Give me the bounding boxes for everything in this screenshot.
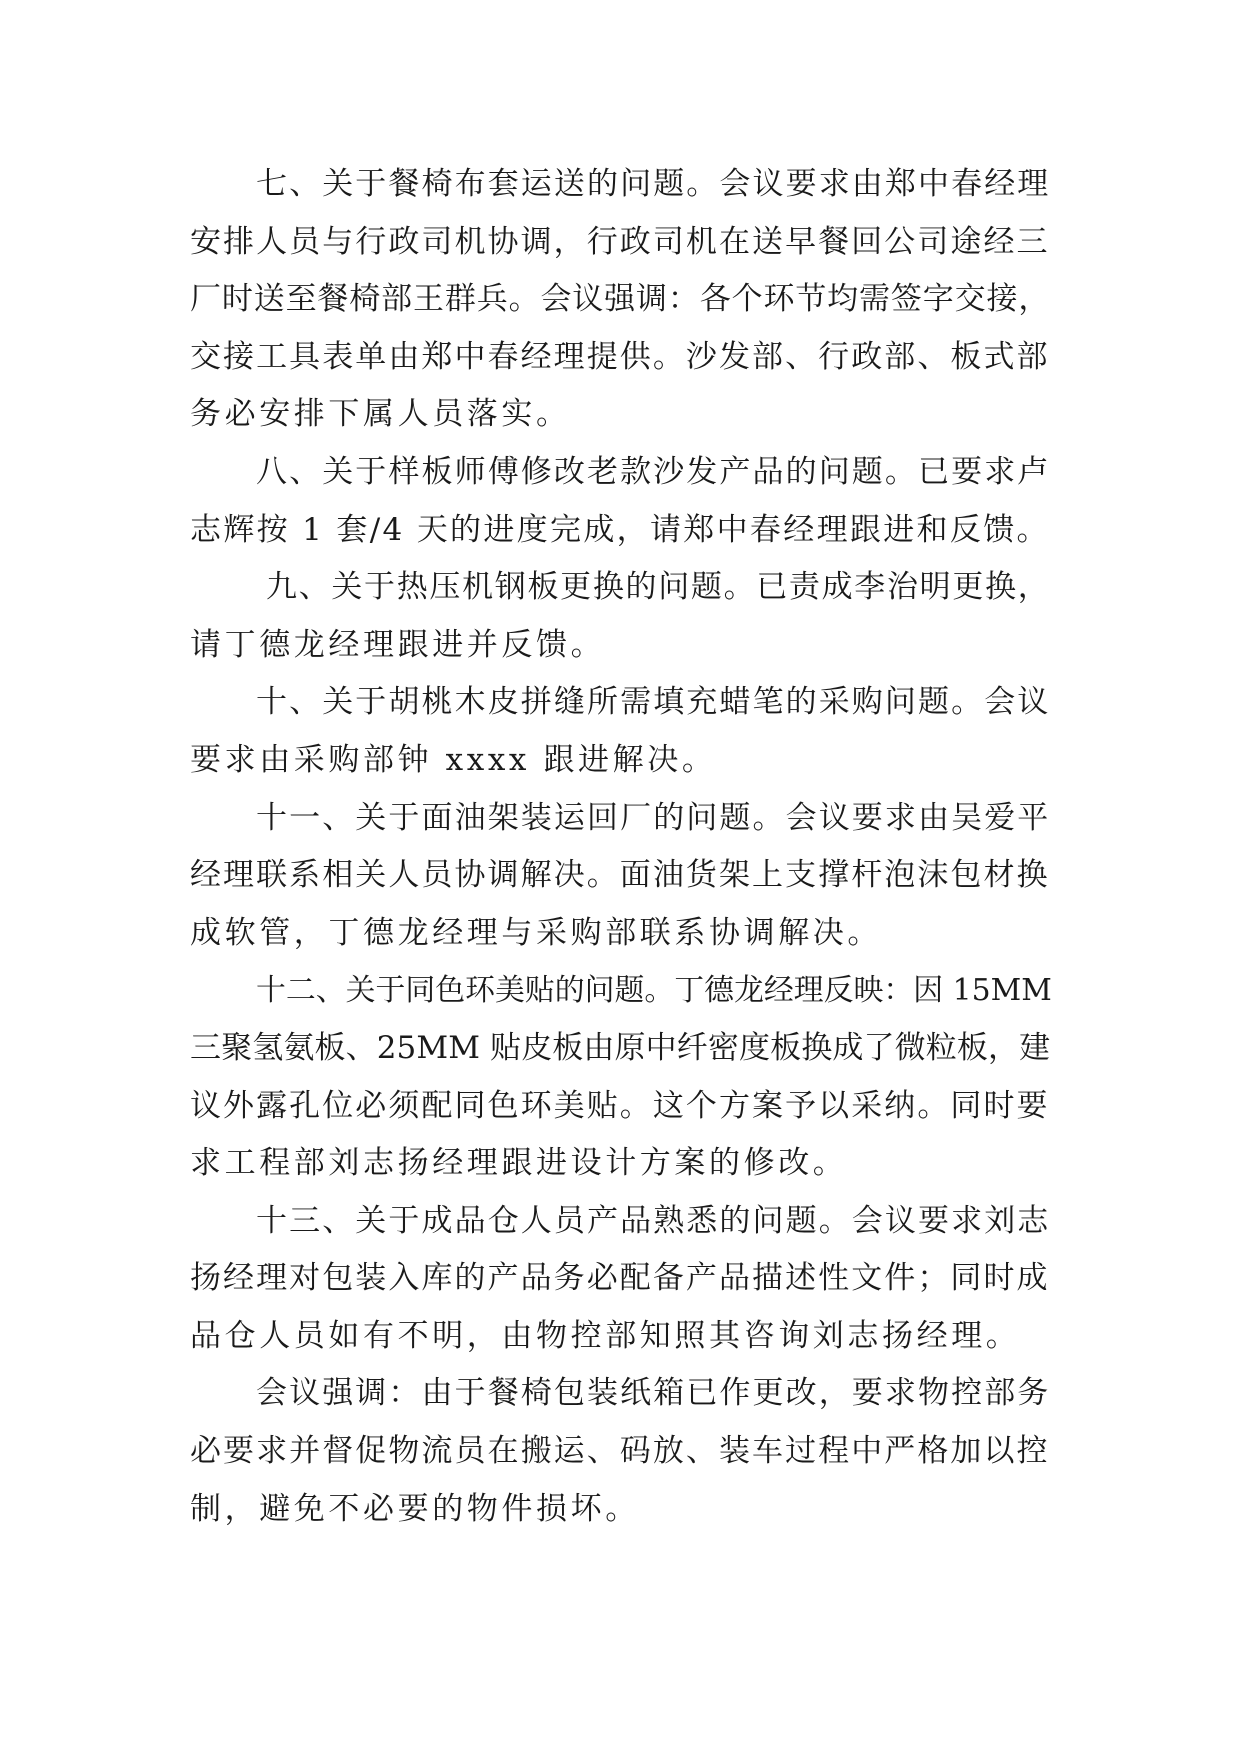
text-line: 十二、关于同色环美贴的问题。丁德龙经理反映：因 15MM (256, 973, 1052, 1009)
paragraph-item-8 (190, 444, 1050, 559)
text-line: 交接工具表单由郑中春经理提供。沙发部、行政部、板式部 (190, 338, 1050, 375)
text-line: 请丁德龙经理跟进并反馈。 (190, 626, 606, 663)
paragraph-item-12 (190, 962, 1050, 1192)
text-line: 七、关于餐椅布套运送的问题。会议要求由郑中春经理 (256, 166, 1051, 202)
paragraph-item-9 (190, 559, 1050, 674)
paragraph-item-7 (190, 156, 1050, 444)
text-line: 要求由采购部钟 xxxx 跟进解决。 (190, 741, 717, 778)
text-line: 十三、关于成品仓人员产品熟悉的问题。会议要求刘志 (256, 1202, 1051, 1239)
text-line: 品仓人员如有不明，由物控部知照其咨询刘志扬经理。 (190, 1317, 1021, 1354)
paragraph-meeting-emphasis (190, 1365, 1050, 1538)
text-line: 扬经理对包装入库的产品务必配备产品描述性文件；同时成 (190, 1260, 1050, 1297)
text-line: 成软管，丁德龙经理与采购部联系协调解决。 (190, 914, 882, 951)
text-line: 三聚氢氨板、25MM 贴皮板由原中纤密度板换成了微粒板，建 (190, 1029, 1051, 1066)
text-line: 厂时送至餐椅部王群兵。会议强调：各个环节均需签字交接， (190, 281, 1051, 318)
text-line: 志辉按 1 套/4 天的进度完成，请郑中春经理跟进和反馈。 (190, 511, 1050, 548)
text-line: 八、关于样板师傅修改老款沙发产品的问题。已要求卢 (256, 453, 1051, 490)
paragraph-item-10 (190, 674, 1050, 789)
text-line: 十一、关于面油架装运回厂的问题。会议要求由吴爱平 (256, 799, 1051, 836)
text-line: 议外露孔位必须配同色环美贴。这个方案予以采纳。同时要 (190, 1087, 1050, 1124)
text-line: 必要求并督促物流员在搬运、码放、装车过程中严格加以控 (190, 1433, 1050, 1470)
text-line: 制，避免不必要的物件损坏。 (190, 1490, 640, 1527)
text-line: 务必安排下属人员落实。 (190, 396, 571, 433)
text-line: 安排人员与行政司机协调，行政司机在送早餐回公司途经三 (190, 223, 1050, 260)
document-body (190, 156, 1050, 1538)
paragraph-item-13 (190, 1193, 1050, 1366)
text-line: 十、关于胡桃木皮拼缝所需填充蜡笔的采购问题。会议 (256, 684, 1051, 721)
paragraph-item-11 (190, 790, 1050, 963)
text-line: 会议强调：由于餐椅包装纸箱已作更改，要求物控部务 (256, 1375, 1051, 1412)
text-line: 九、关于热压机钢板更换的问题。已责成李治明更换， (266, 569, 1051, 606)
text-line: 求工程部刘志扬经理跟进设计方案的修改。 (190, 1145, 848, 1182)
text-line: 经理联系相关人员协调解决。面油货架上支撑杆泡沫包材换 (190, 857, 1050, 894)
